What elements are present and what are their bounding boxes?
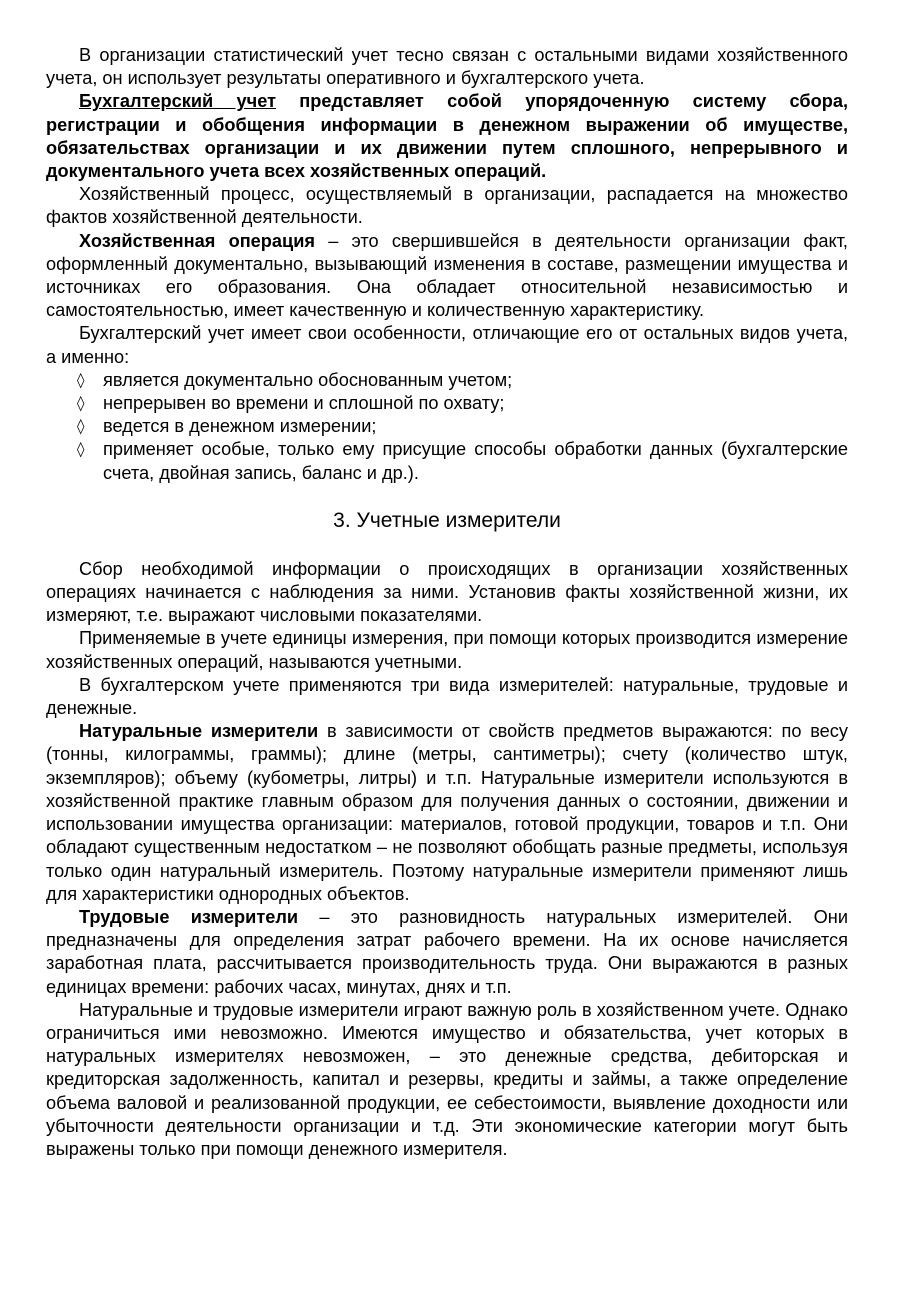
document-body xyxy=(46,44,848,1161)
term-labor-measures: Трудовые измерители xyxy=(79,906,299,927)
intro-paragraph-3: Хозяйственный процесс, осуществляемый в организации, распадается на множество фактов хозяйственной деятельности. xyxy=(46,184,848,228)
list-item-text: непрерывен во времени и сплошной по охвату; xyxy=(103,393,505,414)
features-list xyxy=(46,369,848,485)
list-item xyxy=(46,369,848,392)
section-paragraph-4 xyxy=(46,720,848,906)
diamond-bullet-icon: ◊ xyxy=(77,394,85,413)
section-paragraph-6: Натуральные и трудовые измерители играют важную роль в хозяйственном учете. Однако ограничиться ими невозможно. Имеются имущество и обязательства, учет которых в натуральных измерителях невозможен, – это денежные средства, дебиторская и кредиторская задолженность, капитал и резервы, кредиты и займы, а также определение объема валовой и реализованной продукции, ее себестоимости, выявление доходности или убыточности деятельности организации и т.д. Эти экономические категории могут быть выражены только при помощи денежного измерителя. xyxy=(46,999,848,1159)
list-item xyxy=(46,438,848,484)
section-paragraph-3: В бухгалтерском учете применяются три вида измерителей: натуральные, трудовые и денежные. xyxy=(46,674,848,719)
diamond-bullet-icon: ◊ xyxy=(77,440,85,459)
term-business-operation: Хозяйственная операция xyxy=(79,230,315,251)
definition-accounting: представляет собой упорядоченную систему сбора, регистрации и обобщения информации в денежном выражении об имуществе, обязательствах организации и их движении путем сплошного, непрерывного и документального учета всех хозяйственных операций. xyxy=(46,91,848,182)
list-item-text: ведется в денежном измерении; xyxy=(103,416,377,437)
intro-paragraph-4 xyxy=(46,230,848,323)
list-item-text: является документально обоснованным учетом; xyxy=(103,369,513,390)
section-paragraph-2: Применяемые в учете единицы измерения, при помощи которых производится измерение хозяйственных операций, называются учетными. xyxy=(46,628,848,672)
definition-business-operation: – это свершившейся в деятельности организации факт, оформленный документально, вызывающий изменения в составе, размещении имущества и источниках его образования. Она обладает относительной независимостью и самостоятельностью, имеет качественную и количественную характеристику. xyxy=(46,230,848,321)
list-item-text: применяет особые, только ему присущие способы обработки данных (бухгалтерские счета, двойная запись, баланс и др.). xyxy=(103,439,848,483)
diamond-bullet-icon: ◊ xyxy=(77,417,85,436)
definition-natural-measures: в зависимости от свойств предметов выражаются: по весу (тонны, килограммы, граммы); длине (метры, сантиметры); счету (количество штук, экземпляров); объему (кубометры, литры) и т.п. Натуральные измерители используются в хозяйственной практике главным образом для получения данных о состоянии, движении и использовании имущества организации: материалов, готовой продукции, товаров и т.п. Они обладают существенным недостатком – не позволяют обобщать разные предметы, используя только один натуральный измеритель. Поэтому натуральные измерители применяют лишь для характеристики однородных объектов. xyxy=(46,721,848,904)
term-accounting: Бухгалтерский учет xyxy=(79,91,276,112)
section-paragraph-1: Сбор необходимой информации о происходящих в организации хозяйственных операциях начинается с наблюдения за ними. Установив факты хозяйственной жизни, их измеряют, т.е. выражают числовыми показателями. xyxy=(46,558,848,626)
definition-labor-measures: – это разновидность натуральных измерителей. Они предназначены для определения затрат рабочего времени. На их основе начисляется заработная плата, рассчитывается производительность труда. Они выражаются в разных единицах времени: рабочих часах, минутах, днях и т.п. xyxy=(46,906,848,997)
list-item xyxy=(46,392,848,415)
diamond-bullet-icon: ◊ xyxy=(77,370,85,389)
intro-paragraph-5: Бухгалтерский учет имеет свои особенности, отличающие его от остальных видов учета, а именно: xyxy=(46,323,848,367)
section-paragraph-5 xyxy=(46,906,848,999)
term-natural-measures: Натуральные измерители xyxy=(79,721,319,742)
intro-paragraph-1: В организации статистический учет тесно связан с остальными видами хозяйственного учета, он использует результаты оперативного и бухгалтерского учета. xyxy=(46,45,848,89)
intro-paragraph-2 xyxy=(46,90,848,183)
list-item xyxy=(46,415,848,438)
section-heading: 3. Учетные измерители xyxy=(333,508,561,532)
